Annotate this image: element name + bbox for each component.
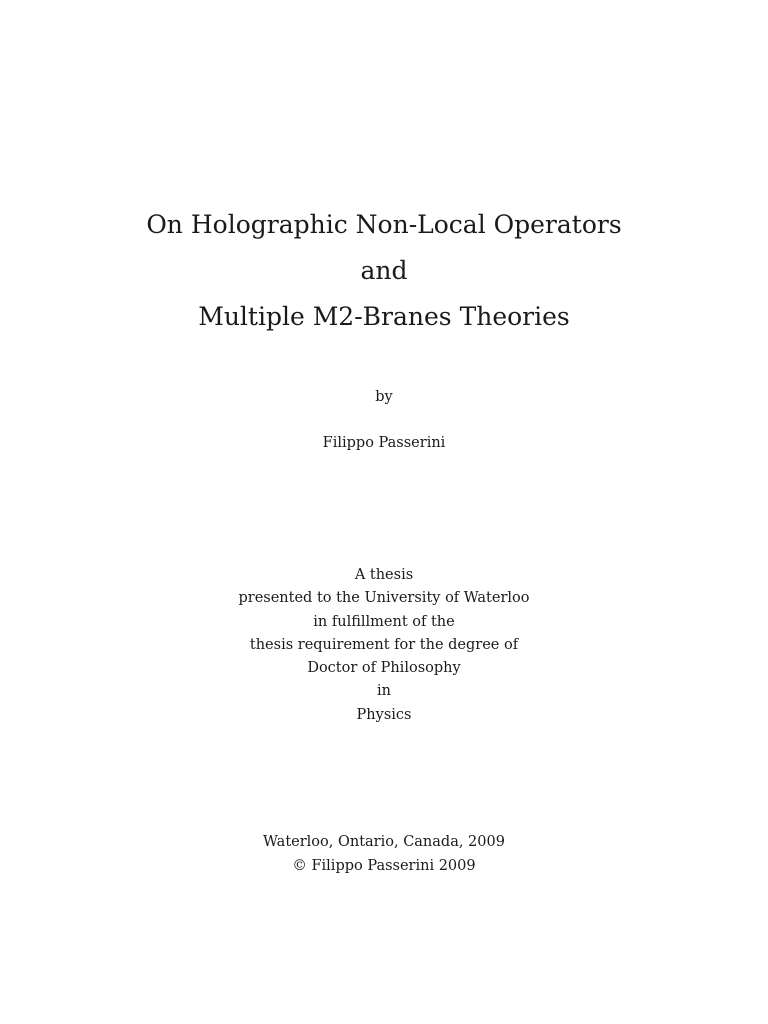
thesis-title-line-3: Multiple M2-Branes Theories (198, 302, 570, 331)
degree-name: Doctor of Philosophy (307, 660, 461, 677)
thesis-statement-line: in (377, 683, 391, 700)
copyright-notice: © Filippo Passerini 2009 (292, 858, 476, 874)
thesis-statement-line: presented to the University of Waterloo (238, 590, 530, 607)
thesis-title-line-2: and (360, 256, 408, 285)
byline: by (375, 389, 393, 405)
author-name: Filippo Passerini (322, 435, 446, 451)
thesis-statement (0, 564, 768, 727)
thesis-statement-line: A thesis (354, 567, 414, 583)
field-of-study: Physics (356, 706, 412, 723)
thesis-statement-line: in fulfillment of the (313, 613, 455, 630)
place-and-year: Waterloo, Ontario, Canada, 2009 (263, 834, 505, 850)
thesis-title-line-1: On Holographic Non-Local Operators (146, 210, 622, 239)
thesis-statement-line: thesis requirement for the degree of (249, 636, 519, 653)
